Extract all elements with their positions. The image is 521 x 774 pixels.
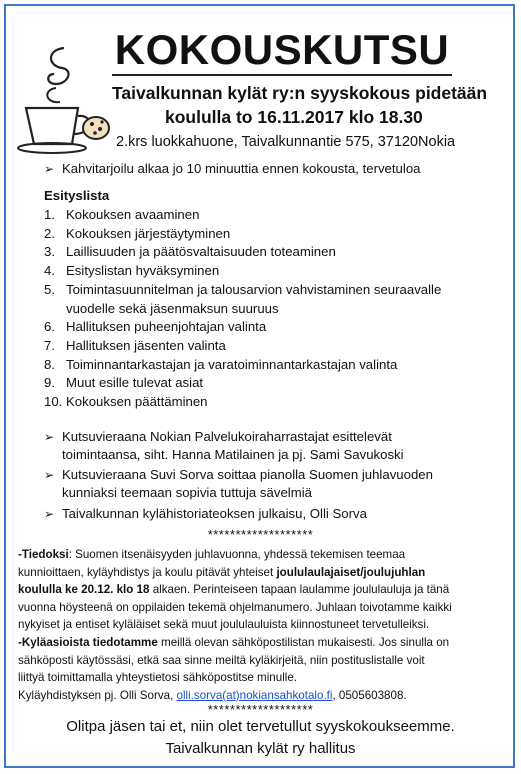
agenda-item	[44, 393, 504, 412]
guest-line-1: Kutsuvieraana Nokian Palvelukoiraharrastajat esittelevät	[62, 429, 392, 444]
page-title: KOKOUSKUTSU	[114, 26, 450, 73]
closing-line-2: Taivalkunnan kylät ry hallitus	[165, 740, 356, 757]
agenda-list	[44, 206, 504, 412]
closing-line-1: Olitpa jäsen tai et, niin olet tervetullut syyskokoukseemme.	[66, 718, 455, 735]
notice-block	[18, 546, 506, 704]
guest-item	[44, 428, 404, 464]
agenda-text: Kokouksen järjestäytyminen	[66, 225, 231, 241]
guest-line-1: Taivalkunnan kylähistoriateoksen julkaisu, Olli Sorva	[62, 506, 367, 521]
notice-label: -Tiedoksi	[18, 548, 69, 561]
agenda-text: Kokouksen päättäminen	[66, 394, 208, 410]
coffee-note	[44, 160, 420, 178]
guest-item	[44, 505, 367, 523]
subtitle-line-1: Taivalkunnan kylät ry:n syyskokous pidetään	[112, 83, 488, 103]
star-divider: *******************	[207, 527, 314, 542]
agenda-item	[44, 281, 474, 318]
agenda-text: Muut esille tulevat asiat	[66, 375, 204, 391]
email-link[interactable]: olli.sorva(at)nokiansahkotalo.fi	[176, 688, 333, 702]
coffee-cup-icon	[12, 44, 112, 154]
agenda-item	[44, 374, 504, 393]
guest-item	[44, 466, 433, 502]
meeting-address: 2.krs luokkahuone, Taivalkunnantie 575, 37120Nokia	[116, 134, 456, 150]
notice-text: alkaen. Perinteiseen tapaan laulamme joululauluja ja tänä	[149, 583, 450, 597]
guest-line-2: kunniaksi teemaan sopivia tuttuja sävelmiä	[62, 485, 312, 500]
arrow-bullet-icon: ➢	[44, 507, 55, 521]
contact-phone: , 0505603808.	[332, 688, 407, 702]
arrow-bullet-icon: ➢	[44, 468, 55, 482]
agenda-item	[44, 262, 504, 281]
arrow-bullet-icon: ➢	[44, 430, 55, 444]
agenda-number: 8.	[44, 356, 55, 372]
title-underline	[112, 74, 452, 76]
star-divider: *******************	[207, 702, 314, 717]
notice-text: : Suomen itsenäisyyden juhlavuonna, yhdessä tekemisen teemaa	[68, 548, 406, 561]
notice-emphasis: joululaulajaiset/joulujuhlan	[276, 565, 426, 579]
subtitle-line-2: koululla to 16.11.2017 klo 18.30	[165, 107, 423, 127]
agenda-text: Hallituksen jäsenten valinta	[66, 337, 226, 353]
agenda-item	[44, 206, 504, 225]
agenda-number: 1.	[44, 207, 55, 222]
agenda-number: 2.	[44, 225, 55, 241]
agenda-item	[44, 225, 504, 244]
notice-text: liittyä toimittamalla yhteystietosi sähköpostitse minulle.	[18, 671, 298, 685]
agenda-item	[44, 318, 504, 337]
agenda-number: 5.	[44, 281, 55, 297]
agenda-text: Kokouksen avaaminen	[66, 207, 200, 222]
coffee-note-text: Kahvitarjoilu alkaa jo 10 minuuttia ennen kokousta, tervetuloa	[62, 161, 421, 176]
agenda-number: 4.	[44, 263, 55, 279]
agenda-item	[44, 337, 504, 356]
agenda-number: 10.	[44, 394, 63, 410]
notice-text: kunnioittaen, kyläyhdistys ja koulu pitävät yhteiset	[18, 565, 277, 579]
contact-text: Kyläyhdistyksen pj. Olli Sorva,	[18, 688, 177, 702]
agenda-number: 6.	[44, 319, 55, 335]
agenda-item	[44, 356, 504, 375]
arrow-bullet-icon: ➢	[44, 162, 55, 176]
notice-text: meillä olevan sähköpostilistan mukaisesti. Jos sinulla on	[157, 635, 450, 649]
agenda-number: 7.	[44, 337, 55, 353]
notice-emphasis: koululla ke 20.12. klo 18	[18, 583, 150, 597]
agenda-text: Toiminnantarkastajan ja varatoiminnantarkastajan valinta	[66, 356, 398, 372]
notice-text: sähköposti käytössäsi, etkä saa sinne meiltä kyläkirjeitä, niin postituslistalle voit	[18, 653, 425, 667]
agenda-text: Toimintasuunnitelman ja talousarvion vahvistaminen seuraavalle vuodelle sekä jäsenmaksun suuruus	[66, 281, 442, 316]
agenda-text: Laillisuuden ja päätösvaltaisuuden toteaminen	[66, 244, 336, 260]
notice-text: vuonna höysteenä on oppilaiden tekemä ohjelmanumero. Juhlaan toivotamme kaikki	[18, 600, 452, 614]
agenda-text: Esityslistan hyväksyminen	[66, 263, 220, 279]
guest-line-1: Kutsuvieraana Suvi Sorva soittaa pianolla Suomen juhlavuoden	[62, 467, 433, 482]
agenda-text: Hallituksen puheenjohtajan valinta	[66, 319, 267, 335]
notice-label: -Kyläasioista tiedotamme	[18, 635, 158, 649]
agenda-heading: Esityslista	[44, 188, 110, 203]
agenda-number: 9.	[44, 375, 55, 391]
guest-line-2: toimintaansa, siht. Hanna Matilainen ja pj. Sami Savukoski	[62, 447, 404, 462]
agenda-number: 3.	[44, 244, 55, 260]
agenda-item	[44, 243, 504, 262]
notice-text: nykyiset ja entiset kyläläiset sekä muut joululauluista kiinnostuneet tervetulleiksi.	[18, 618, 430, 632]
